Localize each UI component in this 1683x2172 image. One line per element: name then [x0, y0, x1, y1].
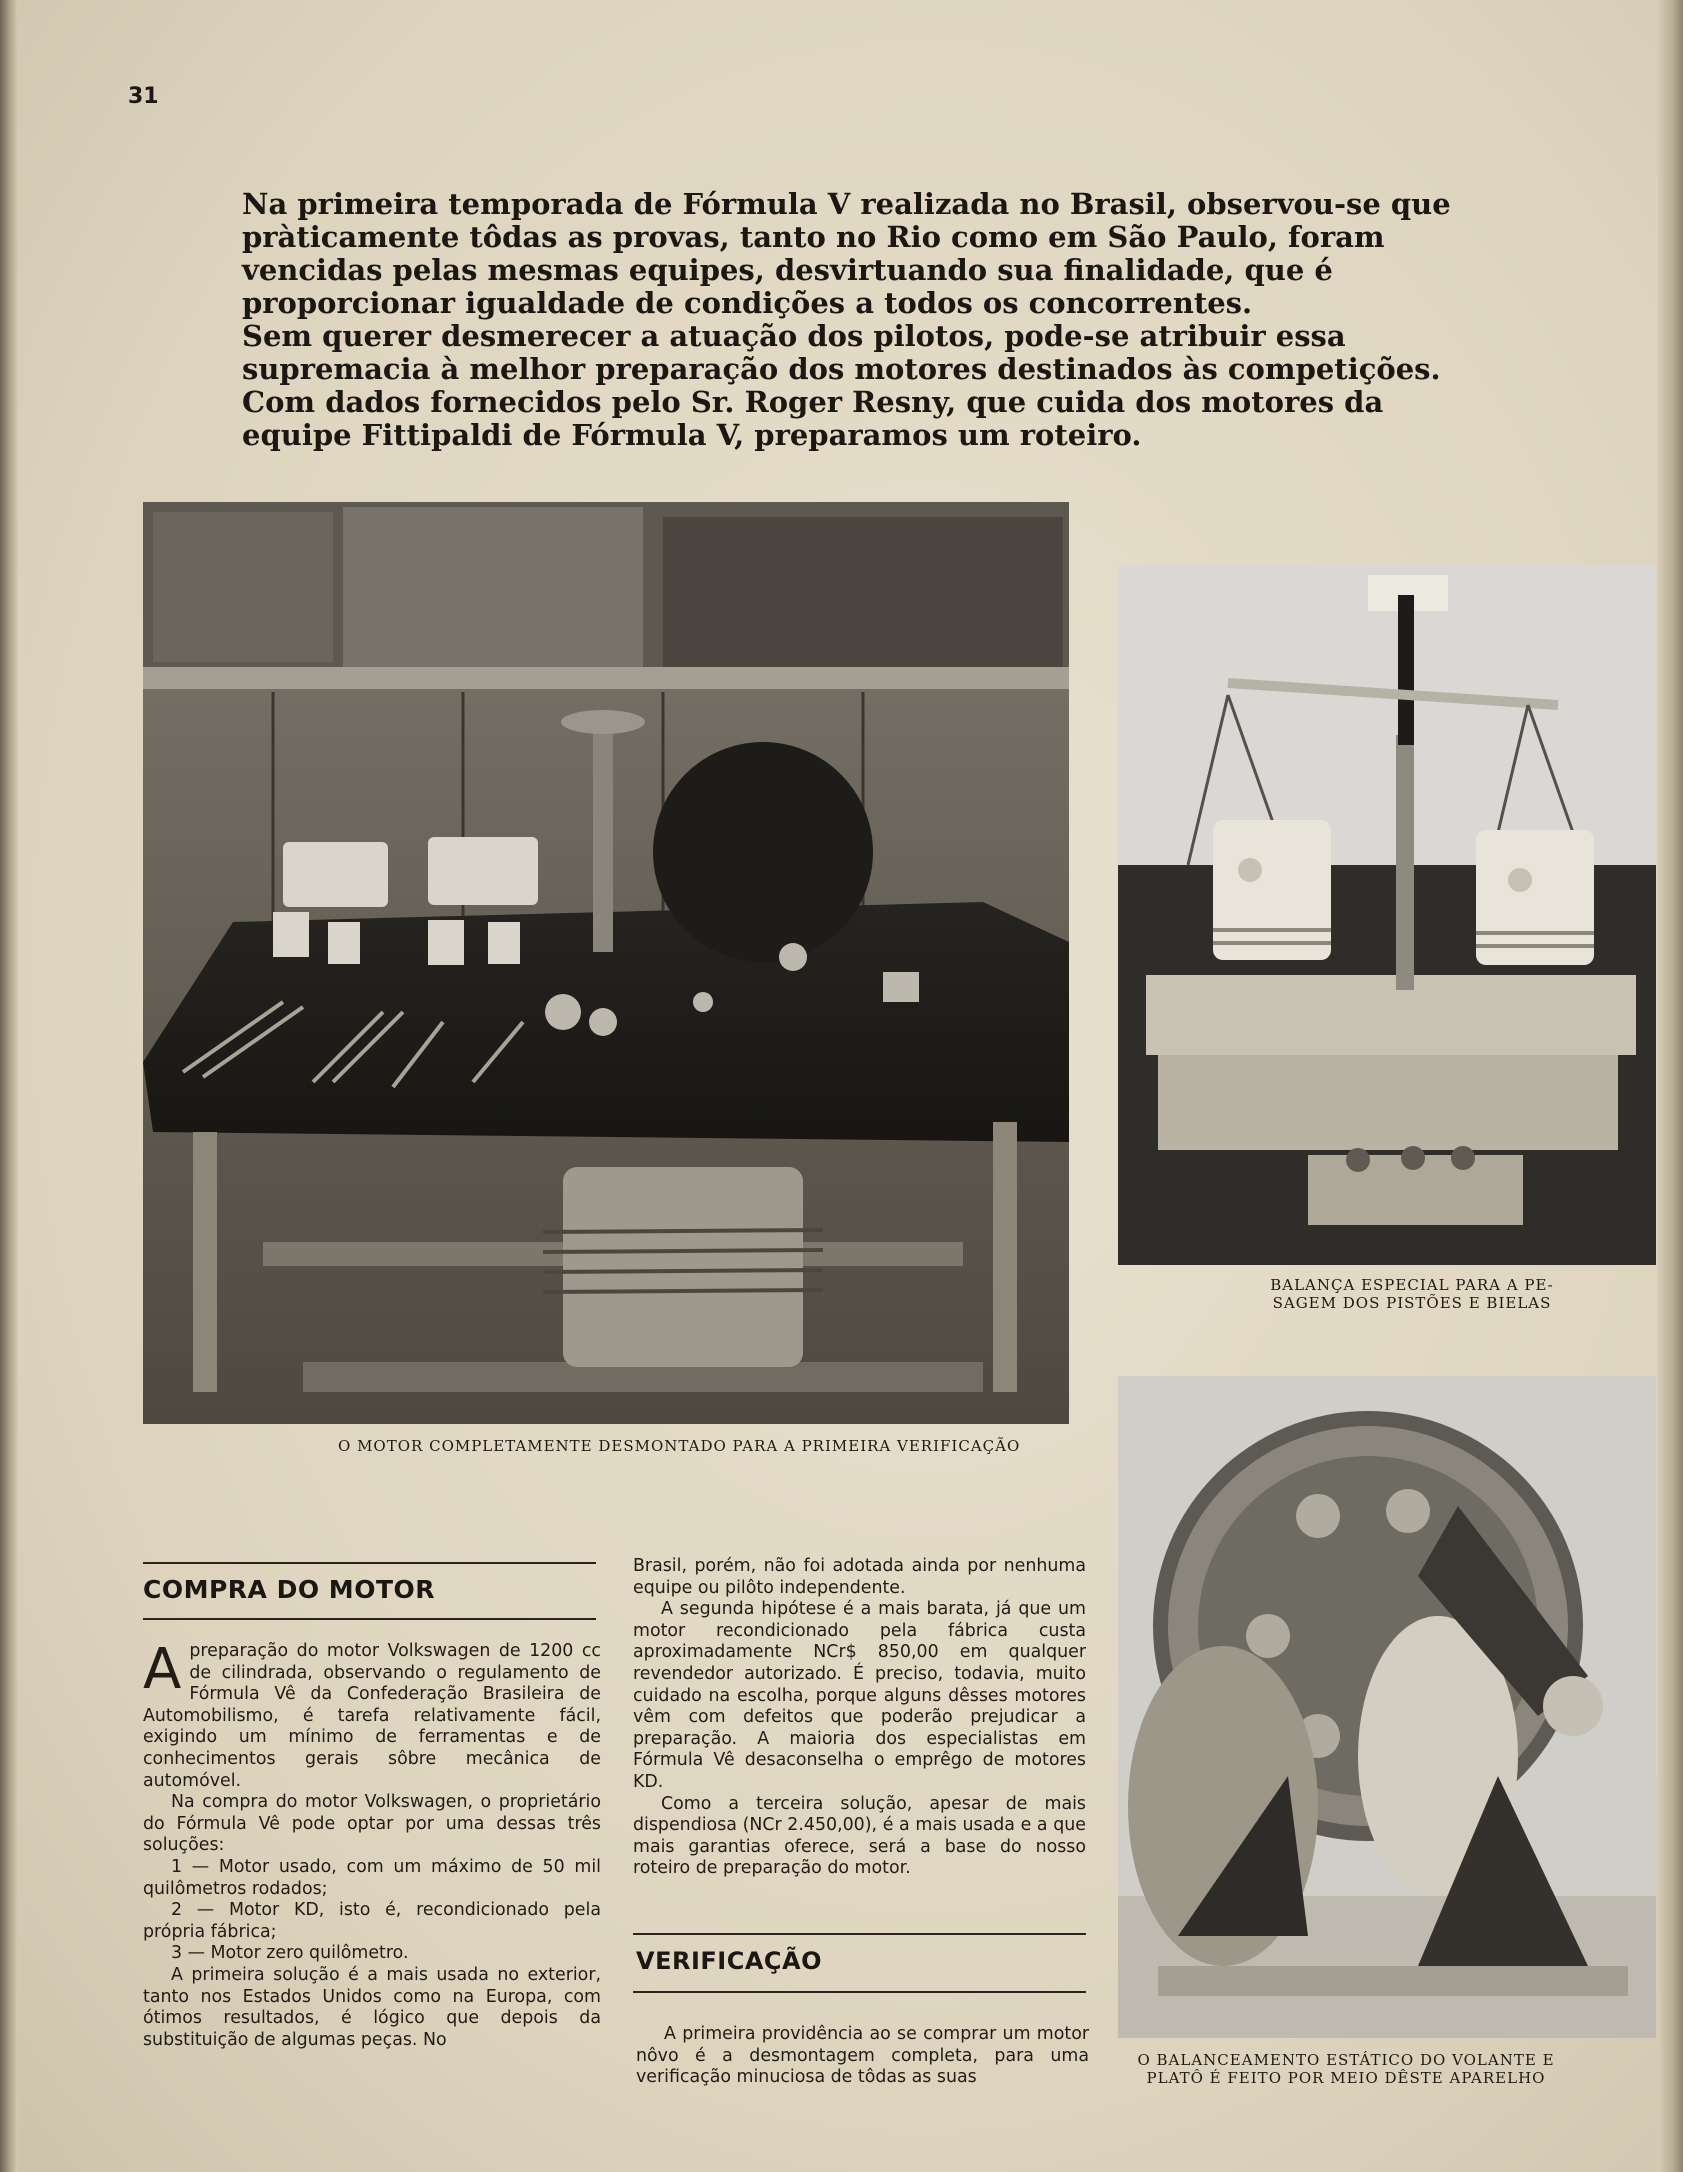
flywheel-balancing-photo [1118, 1376, 1656, 2038]
page-number: 31 [128, 84, 159, 109]
paragraph-intro-text: preparação do motor Volkswagen de 1200 cc de cilindrada, observando o regulamento de Fórmula Vê da Confederação Brasileira de Automobilismo, é tarefa relativamente fácil, exigindo um mínimo de ferramentas e de conhecimentos gerais sôbre mecânica de automóvel. [143, 1641, 601, 1791]
option-item-1: 1 — Motor usado, com um máximo de 50 mil quilômetros rodados; [143, 1856, 601, 1899]
paragraph-intro [143, 1637, 601, 1792]
paragraph-verificacao: A primeira providência ao se comprar um motor nôvo é a desmontagem completa, para uma verificação minuciosa de tôdas as suas [636, 2024, 1089, 2088]
section-rule-top [143, 1562, 596, 1564]
flywheel-photo-caption [1121, 2051, 1571, 2087]
engine-disassembled-photo [143, 502, 1069, 1424]
intro-paragraph-2: Sem querer desmerecer a atuação dos pilotos, pode-se atribuir essa supremacia à melhor preparação dos motores destinados às competições. [242, 319, 1441, 386]
section2-rule-bottom [633, 1991, 1086, 1993]
section-heading-verificacao: VERIFICAÇÃO [636, 1947, 822, 1975]
engine-photo-caption: O MOTOR COMPLETAMENTE DESMONTADO PARA A PRIMEIRA VERIFICAÇÃO [338, 1437, 1021, 1455]
drop-cap: A [143, 1637, 182, 1702]
option-item-2: 2 — Motor KD, isto é, recondicionado pela própria fábrica; [143, 1900, 601, 1942]
piston-scale-photo [1118, 565, 1656, 1265]
section-rule-bottom [143, 1618, 596, 1620]
paragraph-first-solution: A primeira solução é a mais usada no exterior, tanto nos Estados Unidos como na Europa, com ótimos resultados, é lógico que depois da substituição de algumas peças. No [143, 1964, 601, 2050]
paragraph-second-hypothesis: A segunda hipótese é a mais barata, já que um motor recondicionado pela fábrica custa aproximadamente NCr$ 850,00 em qualquer revendedor autorizado. É preciso, todavia, muito cuidado na escolha, porque alguns dêsses motores vêm com defeitos que poderão prejudicar a preparação. A maioria dos especialistas em Fórmula Vê desaconselha o emprêgo de motores KD. [633, 1599, 1086, 1792]
intro-text [242, 188, 1464, 452]
text-column-1 [143, 1637, 601, 2051]
flywheel-caption-line-1: O BALANCEAMENTO ESTÁTICO DO VOLANTE E [1137, 2051, 1555, 2069]
paragraph-brasil: Brasil, porém, não foi adotada ainda por nenhuma equipe ou pilôto independente. [633, 1556, 1086, 1598]
text-column-2 [633, 1556, 1086, 1880]
intro-paragraph-1: Na primeira temporada de Fórmula V realizada no Brasil, observou-se que pràticamente tôdas as provas, tanto no Rio como em São Paulo, foram vencidas pelas mesmas equipes, desvirtuando sua finalidade, que é proporcionar igualdade de condições a todos os concorrentes. [242, 187, 1451, 320]
scale-photo-caption [1232, 1276, 1592, 1312]
binding-shadow [0, 0, 18, 2172]
section-heading-compra: COMPRA DO MOTOR [143, 1575, 435, 1604]
page-edge [1657, 0, 1683, 2172]
flywheel-caption-line-2: PLATÔ É FEITO POR MEIO DÊSTE APARELHO [1146, 2069, 1546, 2087]
intro-paragraph-3: Com dados fornecidos pelo Sr. Roger Resny, que cuida dos motores da equipe Fittipaldi de Fórmula V, preparamos um roteiro. [242, 385, 1384, 452]
scale-caption-line-2: SAGEM DOS PISTÕES E BIELAS [1272, 1294, 1552, 1312]
scale-caption-line-1: BALANÇA ESPECIAL PARA A PE- [1270, 1276, 1554, 1294]
paragraph-options: Na compra do motor Volkswagen, o proprietário do Fórmula Vê pode optar por uma dessas três soluções: [143, 1792, 601, 1856]
text-column-2-verificacao [636, 2024, 1089, 2089]
section2-rule-top [633, 1933, 1086, 1935]
option-item-3: 3 — Motor zero quilômetro. [171, 1943, 409, 1964]
paragraph-third-solution: Como a terceira solução, apesar de mais dispendiosa (NCr 2.450,00), é a mais usada e a que mais garantias oferece, será a base do nosso roteiro de preparação do motor. [633, 1793, 1086, 1879]
